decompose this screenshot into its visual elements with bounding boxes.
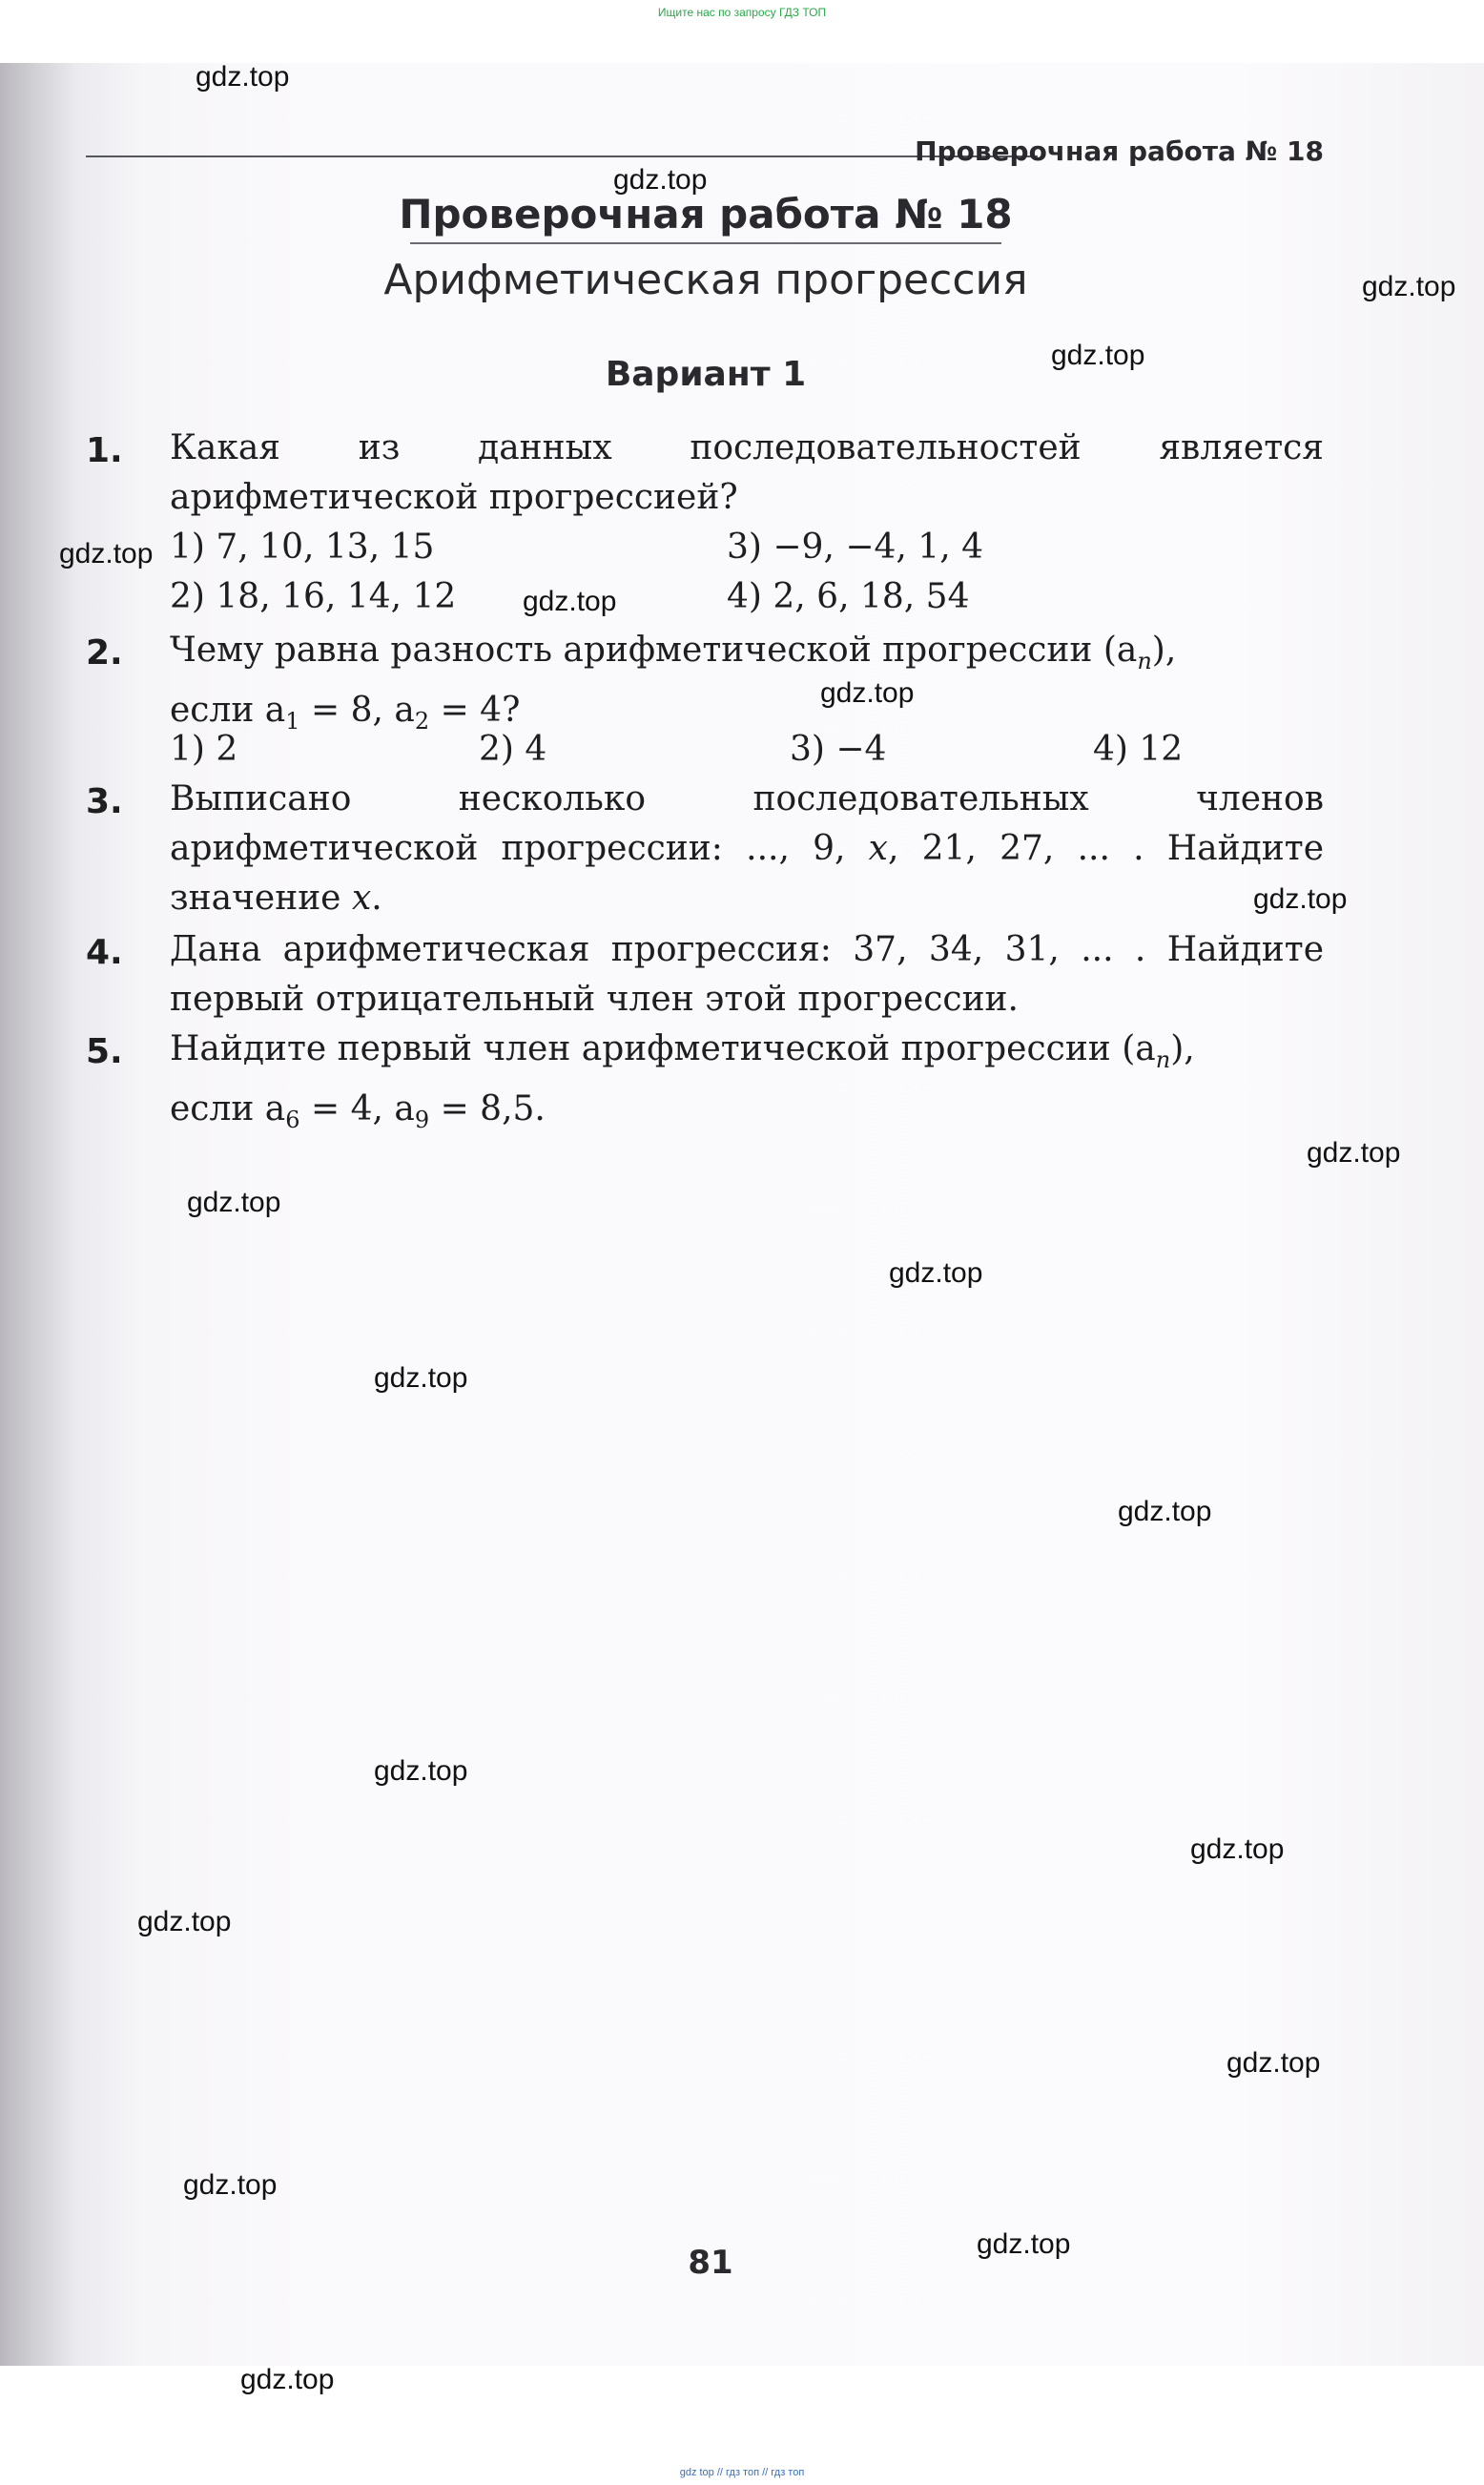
task-number: 3. xyxy=(86,782,123,821)
watermark: gdz.top xyxy=(374,1362,468,1394)
page-number: 81 xyxy=(688,2244,733,2282)
watermark: gdz.top xyxy=(613,164,708,196)
task-option: 3) −9, −4, 1, 4 xyxy=(727,528,983,567)
variant-heading: Вариант 1 xyxy=(605,355,807,394)
task-option: 4) 2, 6, 18, 54 xyxy=(727,577,970,616)
variable: x xyxy=(351,879,372,918)
task-text-line-end: ), xyxy=(1170,1029,1195,1068)
task-text-part: если a xyxy=(170,691,286,731)
task-option: 3) −4 xyxy=(790,730,887,769)
running-head-rule xyxy=(86,155,1038,157)
task-text-line-end: ), xyxy=(1151,631,1177,670)
subscript: 1 xyxy=(285,708,300,735)
watermark: gdz.top xyxy=(523,586,617,617)
task-number: 5. xyxy=(86,1032,123,1071)
watermark: gdz.top xyxy=(820,677,915,709)
task-number: 4. xyxy=(86,933,123,972)
watermark: gdz.top xyxy=(374,1755,468,1787)
watermark: gdz.top xyxy=(1190,1833,1285,1865)
page-subtitle: Арифметическая прогрессия xyxy=(383,256,1028,304)
watermark: gdz.top xyxy=(889,1257,983,1289)
watermark: gdz.top xyxy=(187,1187,281,1218)
subscript: 2 xyxy=(414,708,430,735)
task-text xyxy=(170,1025,1324,1145)
subscript: 6 xyxy=(285,1107,300,1134)
running-head xyxy=(86,135,1324,167)
task-text-line: Чему равна разность арифметической прогрессии (a xyxy=(170,631,1138,670)
watermark: gdz.top xyxy=(977,2228,1071,2260)
subscript: n xyxy=(1137,648,1152,675)
bottom-promo-note: gdz top // гдз топ // гдз топ xyxy=(679,2467,805,2478)
task-text-part: = 8, a xyxy=(299,691,415,731)
task-text: Дана арифметическая прогрессия: 37, 34, 31, ... . Найдите первый отрицательный член этой прогрессии. xyxy=(170,930,1324,1019)
task-text-part: если a xyxy=(170,1089,286,1129)
variable: x xyxy=(868,829,888,868)
task-option: 2) 18, 16, 14, 12 xyxy=(170,577,457,616)
watermark: gdz.top xyxy=(1051,340,1145,371)
title-underline xyxy=(410,242,1001,244)
task-text-line: Найдите первый член арифметической прогрессии (a xyxy=(170,1029,1156,1068)
watermark: gdz.top xyxy=(183,2169,278,2201)
page-title: Проверочная работа № 18 xyxy=(399,191,1013,238)
task-text: Какая из данных последовательностей является арифметической прогрессией? xyxy=(170,428,1324,517)
task-text-part: Выписано несколько последовательных членов арифметической прогрессии: ..., 9, xyxy=(170,779,1324,868)
task-text-part: . xyxy=(371,879,382,918)
watermark: gdz.top xyxy=(1307,1137,1401,1169)
running-head-text: Проверочная работа № 18 xyxy=(915,135,1324,167)
task-option: 2) 4 xyxy=(479,730,547,769)
task-text-part: = 4, a xyxy=(299,1089,415,1129)
task-text-part: , 21, 27, ... . Найдите значение xyxy=(170,829,1324,918)
watermark: gdz.top xyxy=(1118,1496,1212,1527)
watermark: gdz.top xyxy=(240,2364,335,2395)
task-text xyxy=(170,775,1324,923)
watermark: gdz.top xyxy=(196,61,290,93)
task-text-part: = 4? xyxy=(429,691,521,731)
task-option: 1) 7, 10, 13, 15 xyxy=(170,528,435,567)
watermark: gdz.top xyxy=(1253,883,1348,915)
watermark: gdz.top xyxy=(137,1906,232,1937)
subscript: 9 xyxy=(414,1107,430,1134)
task-text-part: = 8,5. xyxy=(429,1089,546,1129)
task-number: 1. xyxy=(86,431,123,470)
top-promo-note: Ищите нас по запросу ГДЗ ТОП xyxy=(657,6,827,19)
task-option: 4) 12 xyxy=(1093,730,1184,769)
task-number: 2. xyxy=(86,633,123,673)
subscript: n xyxy=(1155,1046,1171,1074)
watermark: gdz.top xyxy=(1362,271,1456,302)
task-option: 1) 2 xyxy=(170,730,238,769)
watermark: gdz.top xyxy=(1226,2047,1321,2079)
watermark: gdz.top xyxy=(59,538,154,569)
